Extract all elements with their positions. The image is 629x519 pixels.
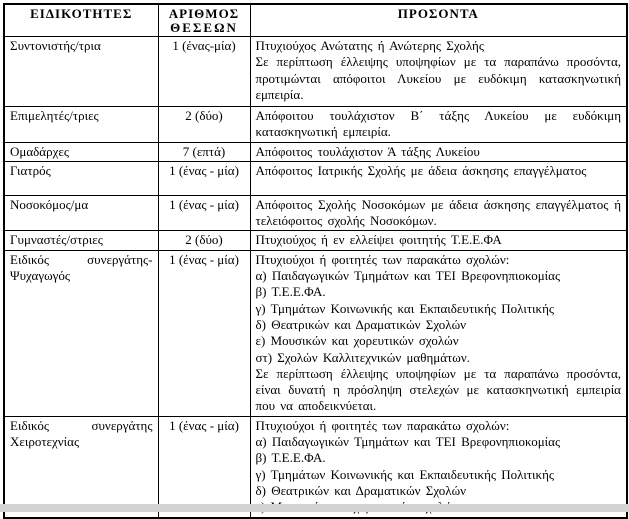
- qualification-paragraph: ε) Μουσικών και χορευτικών σχολών: [255, 333, 459, 349]
- qualifications-cell: [250, 37, 627, 107]
- qualifications-cell: [250, 231, 627, 250]
- column-header-qualifications: ΠΡΟΣΟΝΤΑ: [250, 4, 627, 37]
- qualifications-cell: [250, 142, 627, 161]
- table-row: [4, 231, 627, 250]
- qualifications-cell: [250, 195, 627, 231]
- specialty-cell: Ειδικός συνεργάτης-Ψυχαγωγός: [4, 250, 158, 416]
- qualification-paragraph: Πτυχιούχοι ή φοιτητές των παρακάτω σχολών:: [255, 417, 510, 433]
- column-header-positions-line1: ΑΡΙΘΜΟΣ: [168, 6, 240, 21]
- qualifications-cell: [250, 250, 627, 416]
- column-header-positions-line2: ΘΕΣΕΩΝ: [170, 20, 238, 35]
- qualification-paragraph: Σε περίπτωση έλλειψης υποψηφίων με τα παραπάνω προσόντα, είναι δυνατή η πρόσληψη στελεχών με κατασκηνωτική εμπειρία που να αποδεικνύεται.: [255, 365, 621, 414]
- specialty-cell: Ομαδάρχες: [4, 142, 158, 161]
- qualification-paragraph: Πτυχιούχοι ή φοιτητές των παρακάτω σχολών:: [255, 251, 510, 267]
- specialty-cell: Επιμελητές/τριες: [4, 107, 158, 143]
- table-row: [4, 416, 627, 517]
- table-row: [4, 142, 627, 161]
- positions-cell: 1 (ένας - μία): [158, 161, 250, 195]
- qualification-paragraph: Απόφοιτος Ιατρικής Σχολής με άδεια άσκησης επαγγέλματος: [255, 162, 587, 178]
- header-row: [4, 4, 627, 37]
- qualification-paragraph: β) Τ.Ε.Ε.ΦΑ.: [255, 284, 326, 300]
- specialty-cell: Ειδικός συνεργάτης Χειροτεχνίας: [4, 416, 158, 517]
- table-row: [4, 37, 627, 107]
- positions-cell: 1 (ένας-μία): [158, 37, 250, 107]
- specialty-cell: Συντονιστής/τρια: [4, 37, 158, 107]
- specialty-cell: Γυμναστές/στριες: [4, 231, 158, 250]
- qualification-paragraph: γ) Τμημάτων Κοινωνικής και Εκπαιδευτικής Πολιτικής: [255, 300, 555, 316]
- qualification-paragraph: α) Παιδαγωγικών Τμημάτων και ΤΕΙ Βρεφονηπιοκομίας: [255, 268, 561, 284]
- positions-cell: 2 (δύο): [158, 231, 250, 250]
- specialty-cell: Νοσοκόμος/μα: [4, 195, 158, 231]
- qualification-paragraph: στ) Σχολών Καλλιτεχνικών μαθημάτων.: [255, 349, 470, 365]
- qualification-paragraph: δ) Θεατρικών και Δραματικών Σχολών: [255, 316, 467, 332]
- positions-cell: 1 (ένας - μία): [158, 416, 250, 517]
- qualification-paragraph: Απόφοιτος Σχολής Νοσοκόμων με άδεια άσκησης επαγγέλματος ή τελειόφοιτος σχολής Νοσοκόμων.: [255, 196, 621, 229]
- table-row: [4, 195, 627, 231]
- column-header-positions: [158, 4, 250, 37]
- positions-cell: 1 (ένας - μία): [158, 195, 250, 231]
- qualifications-cell: [250, 161, 627, 195]
- positions-cell: 1 (ένας - μία): [158, 250, 250, 416]
- column-header-specialties: ΕΙΔΙΚΟΤΗΤΕΣ: [4, 4, 158, 37]
- specialties-table: [3, 3, 628, 519]
- qualification-paragraph: Πτυχιούχος Ανώτατης ή Ανώτερης Σχολής: [255, 38, 484, 53]
- positions-cell: 2 (δύο): [158, 107, 250, 143]
- table-row: [4, 250, 627, 416]
- qualifications-cell: [250, 416, 627, 517]
- bottom-gray-strip: [0, 504, 629, 512]
- qualification-paragraph: Απόφοιτος τουλάχιστον Ά τάξης Λυκείου: [255, 143, 480, 159]
- qualifications-cell: [250, 107, 627, 143]
- table-row: [4, 161, 627, 195]
- qualification-paragraph: γ) Τμημάτων Κοινωνικής και Εκπαιδευτικής Πολιτικής: [255, 466, 555, 482]
- table-row: [4, 107, 627, 143]
- qualification-paragraph: δ) Θεατρικών και Δραματικών Σχολών: [255, 482, 467, 498]
- qualification-paragraph: Απόφοιτου τουλάχιστον Β΄ τάξης Λυκείου με ευδόκιμη κατασκηνωτική εμπειρία.: [255, 108, 621, 140]
- qualification-paragraph: Πτυχιούχος ή εν ελλείψει φοιτητής Τ.Ε.Ε.ΦΑ: [255, 232, 502, 248]
- qualification-paragraph: Σε περίπτωση έλλειψης υποψηφίων με τα παραπάνω προσόντα, προτιμώνται απόφοιτοι Λυκείου με ευδόκιμη κατασκηνωτική εμπειρία.: [255, 54, 621, 102]
- positions-cell: 7 (επτά): [158, 142, 250, 161]
- qualification-paragraph: α) Παιδαγωγικών Τμημάτων και ΤΕΙ Βρεφονηπιοκομίας: [255, 434, 561, 450]
- specialty-cell: Γιατρός: [4, 161, 158, 195]
- qualification-paragraph: β) Τ.Ε.Ε.ΦΑ.: [255, 450, 326, 466]
